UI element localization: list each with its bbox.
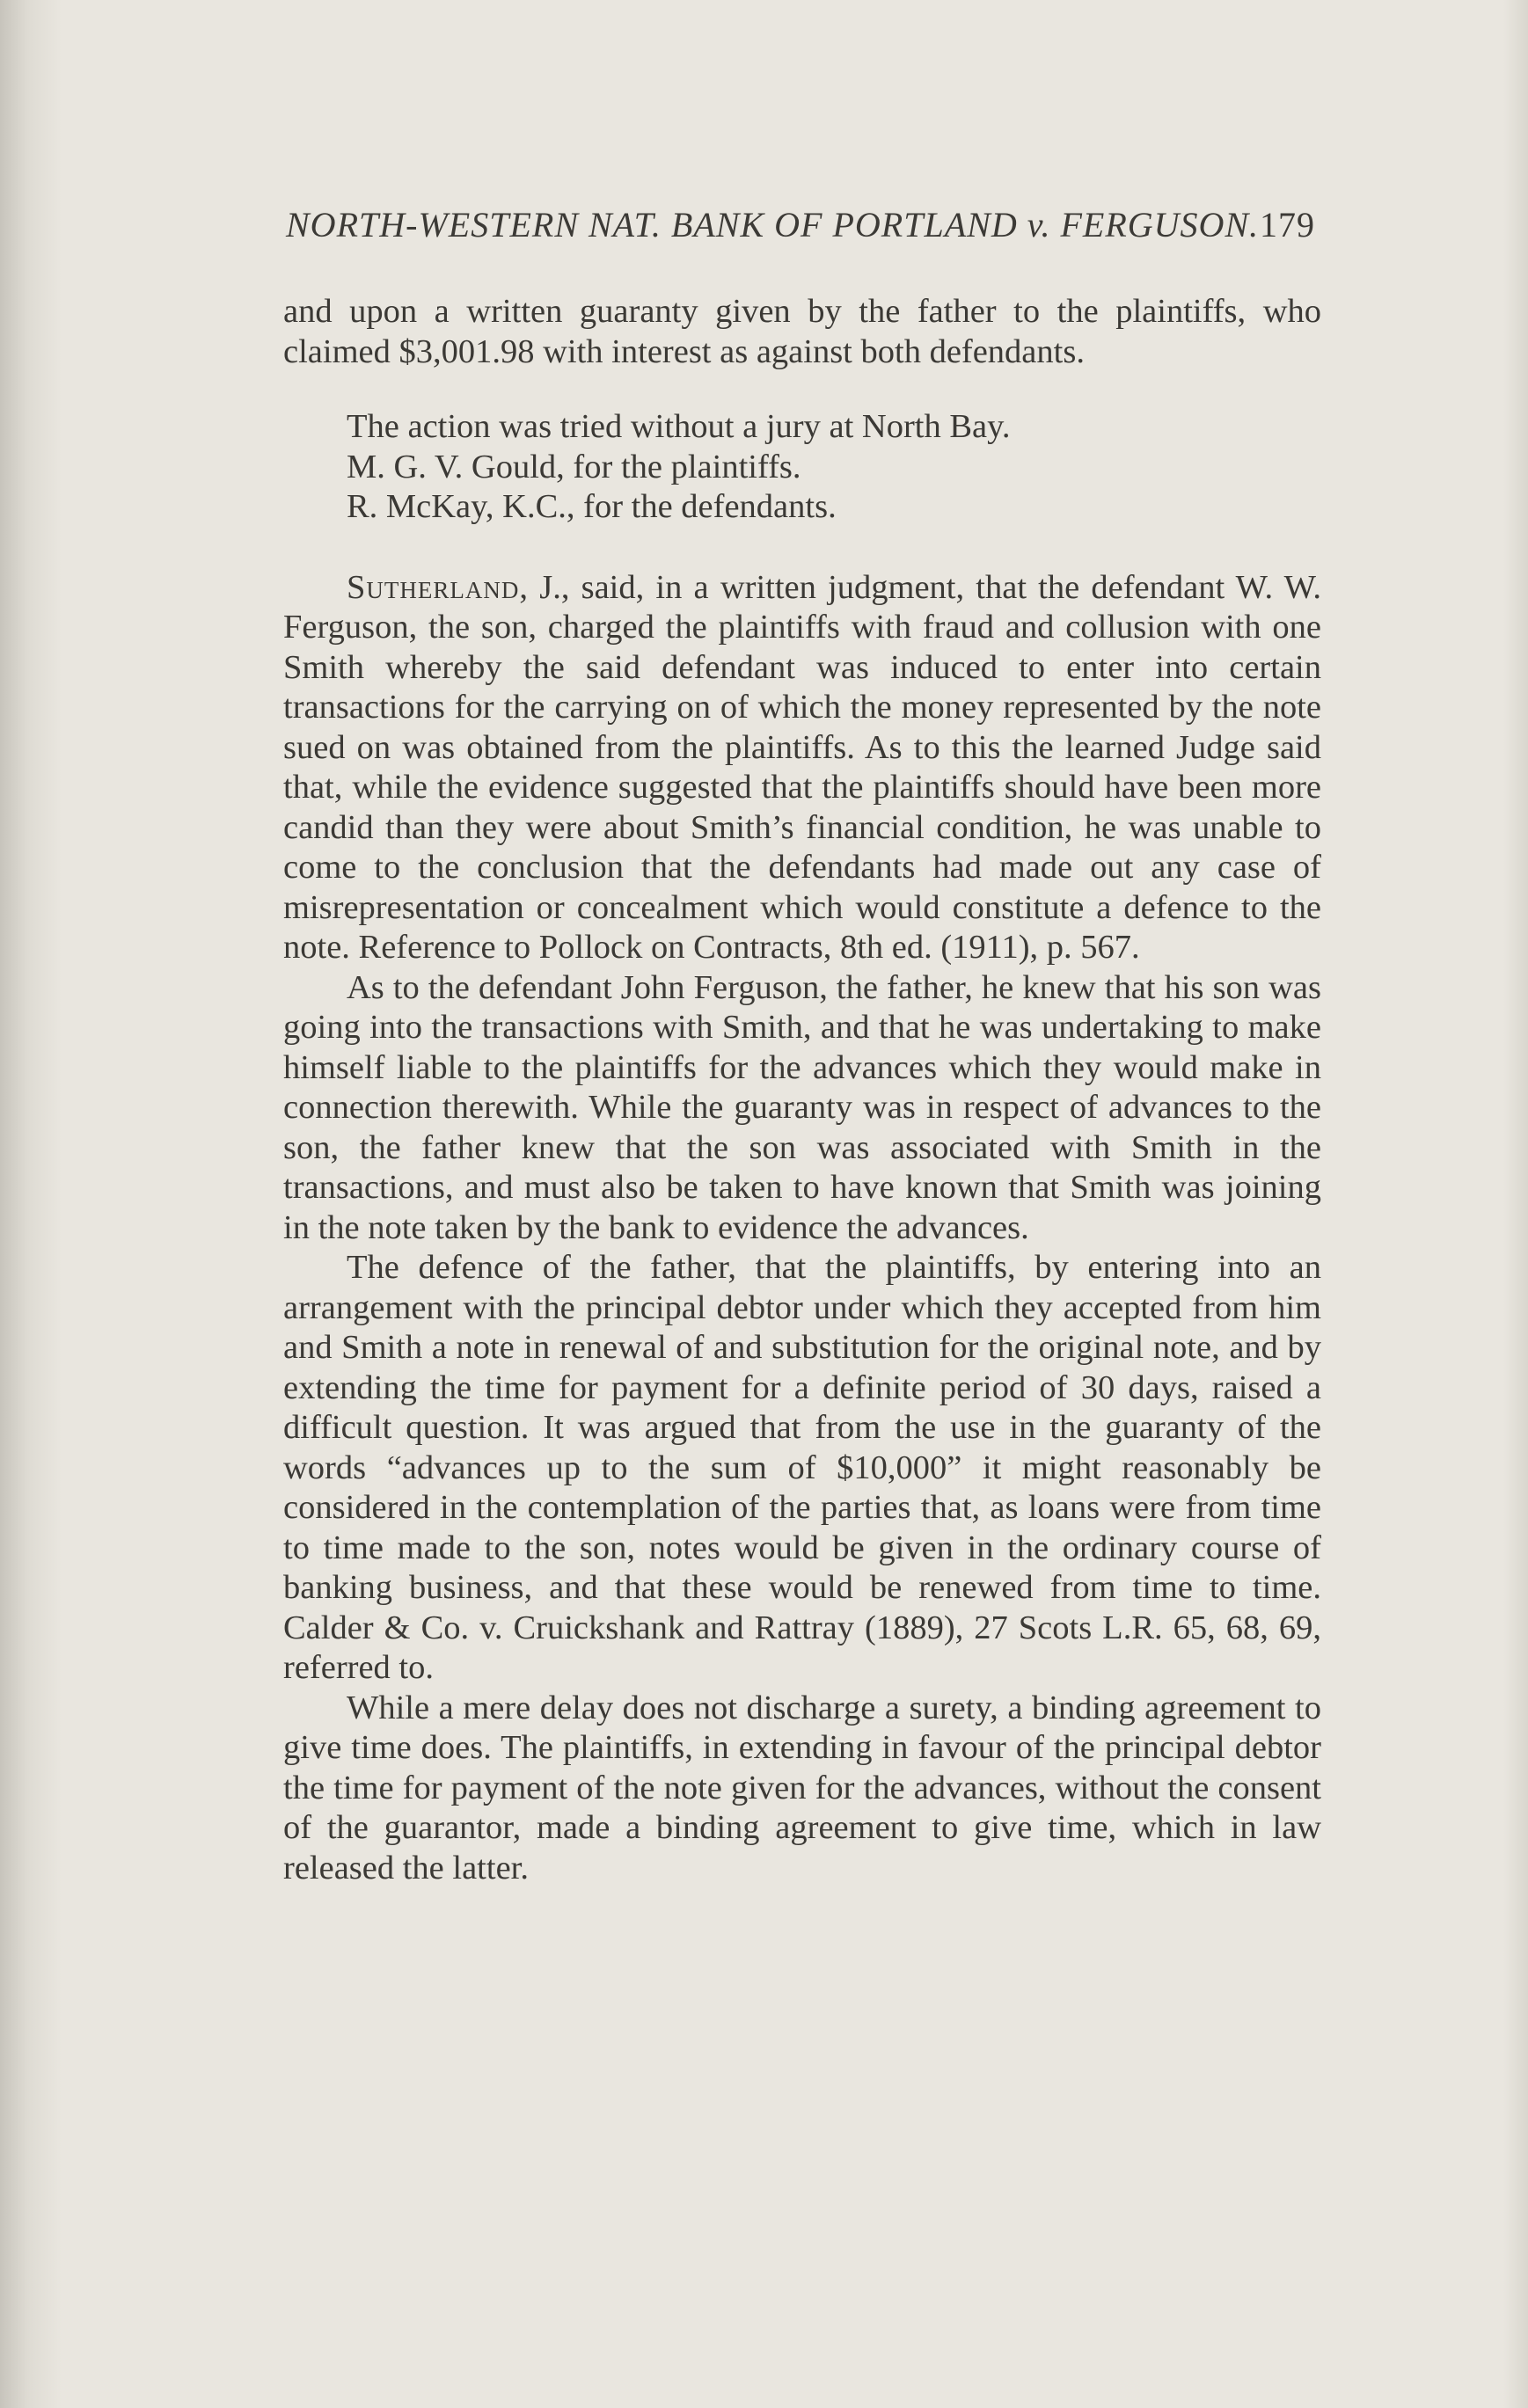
- spacer: [283, 528, 1321, 568]
- binding-gutter-shadow: [0, 0, 62, 2408]
- judgment-paragraph-1-text: , J., said, in a written judgment, that the defendant W. W. Ferguson, the son, charged the plaintiffs with fraud and collusion with one Smith whereby the said defendant was induced to enter into certain transactions for the carrying on of which the money represented by the note sued on was obtained from the plaintiffs. As to this the learned Judge said that, while the evidence suggested that the plaintiffs should have been more candid than they were about Smith’s financial condition, he was unable to come to the conclusion that the defendants had made out any case of misrepresentation or concealment which would constitute a defence to the note. Reference to Pollock on Contracts, 8th ed. (1911), p. 567.: [283, 568, 1321, 966]
- counsel-block: [283, 407, 1321, 528]
- judgment-paragraph-1: [283, 568, 1321, 968]
- spacer: [283, 372, 1321, 407]
- counsel-plaintiffs: M. G. V. Gould, for the plaintiffs.: [347, 448, 801, 485]
- intro-paragraph: and upon a written guaranty given by the father to the plaintiffs, who claimed $3,001.98 with interest as against both defendants.: [283, 293, 1321, 370]
- running-head-title: NORTH-WESTERN NAT. BANK OF PORTLAND v. FERGUSON.: [286, 205, 1260, 244]
- judgment-paragraph-4: While a mere delay does not discharge a surety, a binding agreement to give time does. The plaintiffs, in extending in favour of the principal debtor the time for payment of the note given for the advances, without the consent of the guarantor, made a binding agreement to give time, which in law released the latter.: [283, 1689, 1321, 1886]
- page-body: [283, 292, 1321, 1888]
- counsel-defendants: R. McKay, K.C., for the defendants.: [347, 488, 837, 525]
- page-edge-shadow: [1503, 0, 1528, 2408]
- trial-note: The action was tried without a jury at North Bay.: [347, 408, 1011, 445]
- judge-name: Sutherland: [347, 568, 520, 606]
- judgment-paragraph-2: As to the defendant John Ferguson, the father, he knew that his son was going into the transactions with Smith, and that he was undertaking to make himself liable to the plaintiffs for the advances which they would make in connection therewith. While the guaranty was in respect of advances to the son, the father knew that the son was associated with Smith in the transactions, and must also be taken to have known that Smith was joining in the note taken by the bank to evidence the advances.: [283, 968, 1321, 1246]
- judgment-paragraph-3: The defence of the father, that the plaintiffs, by entering into an arrangement with the principal debtor under which they accepted from him and Smith a note in renewal of and substitution for the original note, and by extending the time for payment for a definite period of 30 days, raised a difficult question. It was argued that from the use in the guaranty of the words “advances up to the sum of $10,000” it might reasonably be considered in the contemplation of the parties that, as loans were from time to time made to the son, notes would be given in the ordinary course of banking business, and that these would be renewed from time to time. Calder & Co. v. Cruickshank and Rattray (1889), 27 Scots L.R. 65, 68, 69, referred to.: [283, 1249, 1321, 1686]
- running-head: [286, 204, 1315, 248]
- page-number: 179: [1260, 205, 1315, 244]
